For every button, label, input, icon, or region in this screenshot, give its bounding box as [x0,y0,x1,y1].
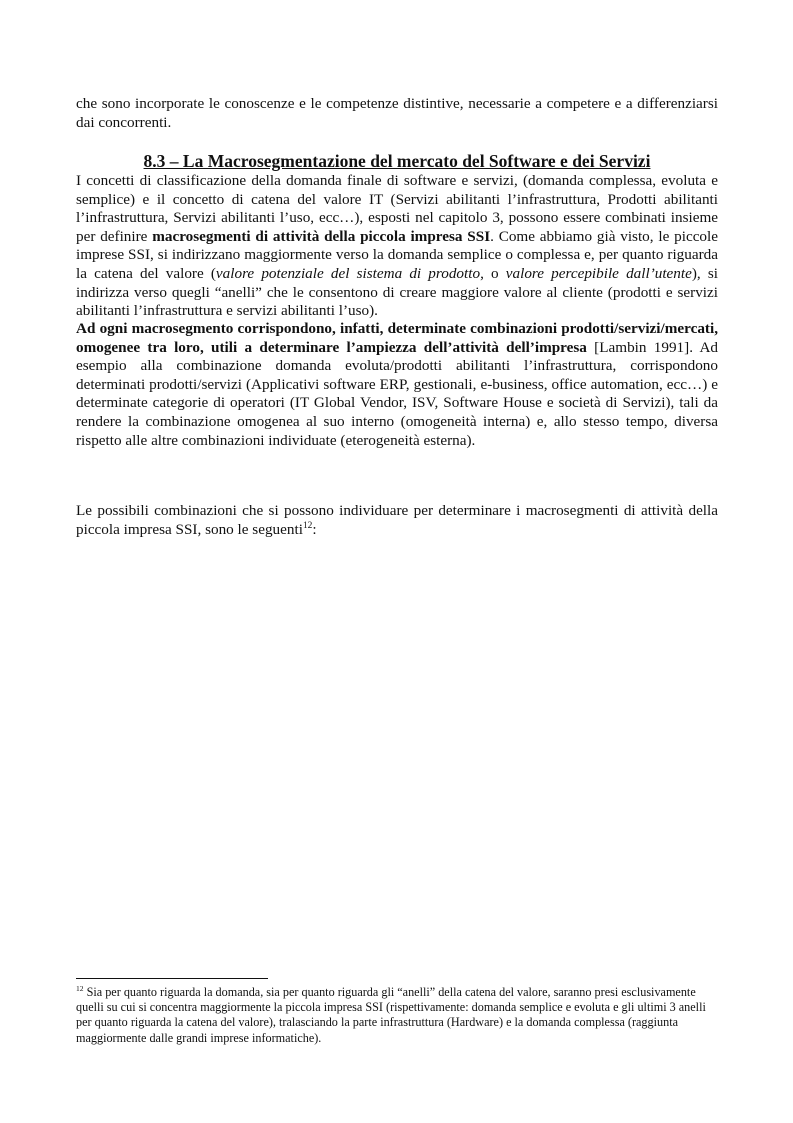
text-run: : [312,520,317,538]
italic-term: valore percepibile dall’utente [505,264,692,282]
bold-statement: Ad ogni macrosegmento corrispondono, infatti, determinate combinazioni prodotti/servizi/mercati, omogenee tra loro, utili a determinare l’ampiezza dell’attività dell’impresa [76,320,718,356]
footnote-text: Sia per quanto riguarda la domanda, sia per quanto riguarda gli “anelli” della catena del valore, saranno presi esclusivamente quelli su cui si concentra maggiormente la piccola impresa SSI (rispettivamente: domanda semplice e evoluta e gli ultimi 3 anelli per quanto riguarda la catena del valore), tralasciando la parte infrastruttura (Hardware) e la domanda complessa (raggiunta maggiormente dalle grandi imprese informatiche). [76,985,706,1045]
text-run: , o [480,264,506,282]
footnote [76,985,718,1046]
footnote-number: 12 [76,983,84,993]
bold-term: macrosegmenti di attività della piccola impresa SSI [152,227,491,245]
footnote-reference[interactable]: 12 [302,520,313,531]
text-run: I concetti di classificazione della domanda finale di software e servizi, (domanda complessa, evoluta e semplice) e il concetto di catena del valore IT (Servizi abilitanti l’infrastruttura, Prodotti abilitanti l’infrastruttura, Servizi abilitanti l’uso, ecc…), esposti nel capitolo 3, possono essere combinati insieme per definire [76,172,718,245]
text-run: . Come abbiamo già visto, le piccole imprese SSI, si indirizzano maggiormente verso la domanda semplice o complessa e, per quanto riguarda la catena del valore ( [76,227,718,282]
intro-paragraph [76,95,718,132]
italic-term: valore potenziale del sistema di prodotto [215,264,481,282]
intro-text: che sono incorporate le conoscenze e le competenze distintive, necessarie a competere e a differenziarsi dai concorrenti. [76,95,718,131]
paragraph-macrosegment [76,320,718,450]
text-run: Le possibili combinazioni che si possono individuare per determinare i macrosegmenti di attività della piccola impresa SSI, sono le seguenti [76,502,718,538]
paragraph-combinations [76,502,718,539]
paragraph-concepts [76,172,718,321]
footnote-separator [76,978,268,979]
text-run: [Lambin 1991]. Ad esempio alla combinazione domanda evoluta/prodotti abilitanti l’infrastruttura, corrispondono determinati prodotti/servizi (Applicativi software ERP, gestionali, e-business, office automation, ecc…) e determinate categorie di operatori (IT Global Vendor, ISV, Software House e società di Servizi), tali da rendere la combinazione omogenea al suo interno (omogeneità interna) e, allo stesso tempo, diversa rispetto alle altre combinazioni individuate (eterogeneità esterna). [76,338,719,449]
section-heading: 8.3 – La Macrosegmentazione del mercato del Software e dei Servizi [143,151,651,171]
text-run: ), si indirizza verso quegli “anelli” che le consentono di creare maggiore valore al cliente (prodotti e servizi abilitanti l’infrastruttura e servizi abilitanti l’uso). [76,264,718,320]
